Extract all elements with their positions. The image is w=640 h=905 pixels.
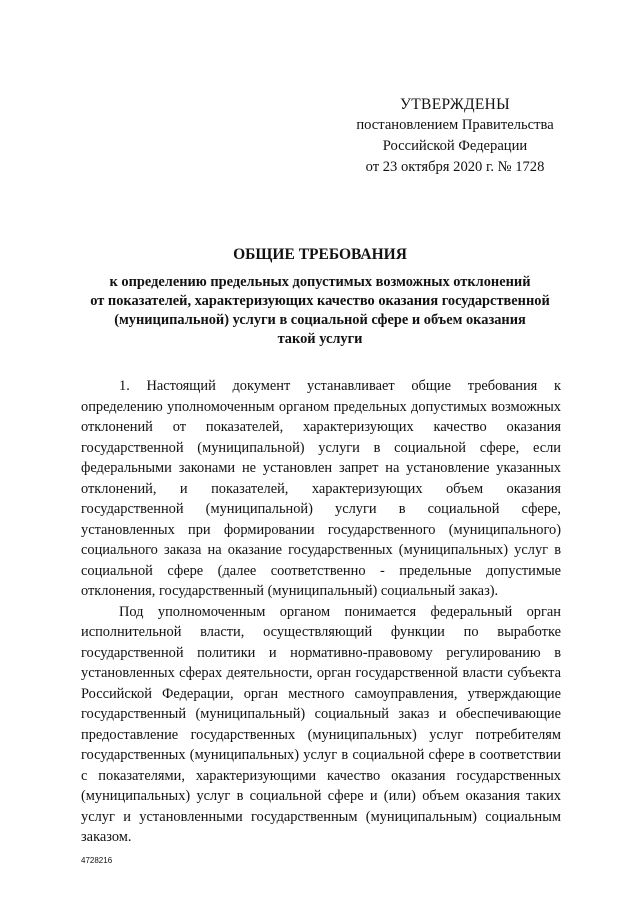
document-title — [60, 245, 580, 349]
document-body — [81, 376, 561, 848]
approval-heading: УТВЕРЖДЕНЫ — [400, 96, 510, 113]
approval-line-3: от 23 октября 2020 г. № 1728 — [365, 159, 545, 175]
paragraph-1: 1. Настоящий документ устанавливает общие требования к определению уполномоченным органом предельных допустимых возможных отклонений от показателей, характеризующих качество оказания государственной (муниципальной) услуги в социальной сфере, если федеральными законами не установлен запрет на установление указанных отклонений, и показателей, характеризующих объем оказания государственной (муниципальной) услуги в социальной сфере, установленных при формировании государственного (муниципального) социального заказа на оказание государственных (муниципальных) услуг в социальной сфере (далее соответственно - предельные допустимые отклонения, государственный (муниципальный) социальный заказ). — [81, 378, 561, 599]
approval-block — [335, 94, 575, 178]
title-subtitle-line-1: к определению предельных допустимых возможных отклонений — [109, 274, 531, 290]
title-main: ОБЩИЕ ТРЕБОВАНИЯ — [233, 246, 407, 263]
title-subtitle-line-3: (муниципальной) услуги в социальной сфере и объем оказания — [114, 312, 526, 328]
paragraph-2: Под уполномоченным органом понимается федеральный орган исполнительной власти, осуществляющий функции по выработке государственной политики и нормативно-правовому регулированию в установленных сферах деятельности, орган государственной власти субъекта Российской Федерации, орган местного самоуправления, утверждающие государственный (муниципальный) социальный заказ и обеспечивающие предоставление государственных (муниципальных) услуг потребителям государственных (муниципальных) услуг в социальной сфере в соответствии с показателями, характеризующими качество оказания государственных (муниципальных) услуг в социальной сфере и (или) объем оказания таких услуг и установленными государственным (муниципальным) социальным заказом. — [81, 603, 561, 845]
title-subtitle-line-2: от показателей, характеризующих качество оказания государственной — [90, 293, 550, 309]
document-id: 4728216 — [81, 856, 113, 865]
title-subtitle-line-4: такой услуги — [277, 331, 363, 347]
approval-line-2: Российской Федерации — [382, 138, 528, 154]
approval-line-1: постановлением Правительства — [356, 117, 554, 133]
